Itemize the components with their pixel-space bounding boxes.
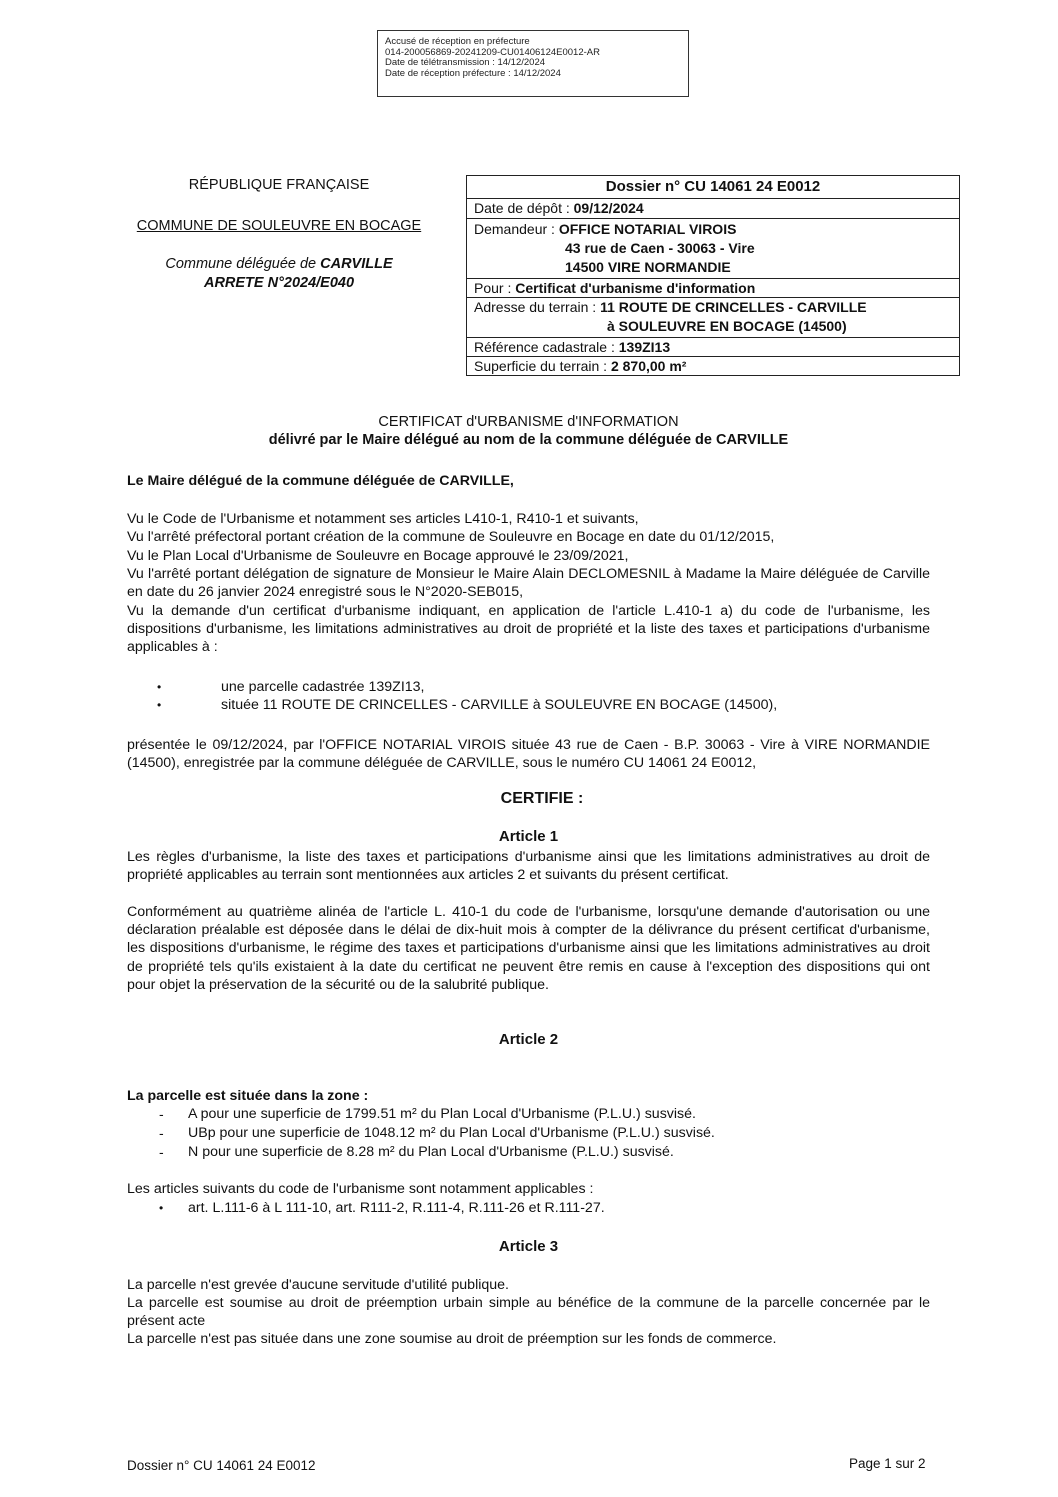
dossier-title: Dossier n° CU 14061 24 E0012 [605,178,821,195]
cadastre-row [467,337,959,356]
superficie-row [467,356,959,375]
article-1-paragraph-1: Les règles d'urbanisme, la liste des taxes et participations d'urbanisme ainsi que les limitations administratives au droit de propriété applicables au terrain sont mentionnées aux articles 2 et suivants du présent certificat. [127,849,930,884]
dash-marker: - [159,1144,164,1160]
article-3-line-1: La parcelle n'est grevée d'aucune servitude d'utilité publique. [127,1277,509,1293]
delegate-prefix: Commune déléguée de [165,256,321,272]
adresse-value-1: 11 ROUTE DE CRINCELLES - CARVILLE [600,299,867,315]
arrete-number: ARRETE N°2024/E040 [203,275,355,291]
parcel-bullet: située 11 ROUTE DE CRINCELLES - CARVILLE à SOULEUVRE EN BOCAGE (14500), [221,697,778,713]
footer-page-number: Page 1 sur 2 [849,1456,926,1471]
presented-paragraph: présentée le 09/12/2024, par l'OFFICE NOTARIAL VIROIS située 43 rue de Caen - B.P. 30063 - Vire à VIRE NORMANDIE (14500), enregistrée par la commune déléguée de CARVILLE, sous le numéro CU 14061 24 E0012, [127,737,930,772]
delegate-name: CARVILLE [320,256,393,272]
pour-row [467,278,959,297]
superficie-value: 2 870,00 m² [610,358,687,374]
superficie-label: Superficie du terrain : [474,358,611,374]
articles-bullet: art. L.111-6 à L 111-10, art. R111-2, R.111-4, R.111-26 et R.111-27. [188,1200,605,1216]
stamp-line: Date de télétransmission : 14/12/2024 [385,57,546,68]
prefecture-receipt-stamp [377,30,689,97]
demandeur-value: OFFICE NOTARIAL VIROIS [558,221,737,237]
certifie-heading: CERTIFIE : [500,790,584,807]
bullet-icon: • [157,698,162,712]
bullet-icon: • [157,680,162,694]
adresse-label: Adresse du terrain : [474,299,601,315]
stamp-line: 014-200056869-20241209-CU01406124E0012-AR [385,46,600,58]
demandeur-label: Demandeur : [474,221,559,237]
article-1-title: Article 1 [498,828,559,845]
delegate-commune [118,256,440,272]
zone-item: N pour une superficie de 8.28 m² du Plan Local d'Urbanisme (P.L.U.) susvisé. [188,1144,674,1160]
commune-heading: COMMUNE DE SOULEUVRE EN BOCAGE [136,218,422,234]
depot-row [467,198,959,218]
certificate-subtitle: délivré par le Maire délégué au nom de la commune déléguée de CARVILLE [268,432,789,448]
vu-paragraph: Vu le Code de l'Urbanisme et notamment ses articles L410-1, R410-1 et suivants, [127,511,639,527]
articles-intro: Les articles suivants du code de l'urbanisme sont notamment applicables : [127,1181,594,1197]
cadastre-label: Référence cadastrale : [474,339,619,355]
dossier-box [466,175,960,376]
stamp-line: Accusé de réception en préfecture [385,36,530,47]
certificate-title: CERTIFICAT d'URBANISME d'INFORMATION [378,414,679,430]
article-3-line-3: La parcelle n'est pas située dans une zone soumise au droit de préemption sur les fonds de commerce. [127,1331,777,1347]
vu-paragraph: Vu la demande d'un certificat d'urbanisme indiquant, en application de l'article L.410-1 a) du code de l'urbanisme, les dispositions d'urbanisme, les limitations administratives au droit de propriété et la liste des taxes et participations d'urbanisme applicables à : [127,603,930,656]
vu-paragraph: Vu l'arrêté portant délégation de signature de Monsieur le Maire Alain DECLOMESNIL à Madame la Maire déléguée de Carville en date du 26 janvier 2024 enregistré sous le N°2020-SEB015, [127,566,930,601]
demandeur-address-1: 43 rue de Caen - 30063 - Vire [565,240,755,256]
zone-item: A pour une superficie de 1799.51 m² du Plan Local d'Urbanisme (P.L.U.) susvisé. [188,1106,696,1122]
demandeur-row [467,218,959,278]
article-2-title: Article 2 [498,1031,559,1048]
footer-dossier: Dossier n° CU 14061 24 E0012 [127,1458,316,1473]
pour-value: Certificat d'urbanisme d'information [515,280,756,296]
cadastre-value: 139ZI13 [618,339,671,355]
mayor-intro: Le Maire délégué de la commune déléguée de CARVILLE, [127,473,514,489]
stamp-line: Date de réception préfecture : 14/12/2024 [385,67,561,79]
demandeur-address-2: 14500 VIRE NORMANDIE [565,259,731,275]
depot-label: Date de dépôt : [474,200,574,216]
depot-value: 09/12/2024 [573,200,644,216]
bullet-icon: • [159,1201,164,1215]
zone-intro: La parcelle est située dans la zone : [127,1088,369,1104]
article-3-title: Article 3 [498,1238,559,1255]
zone-item: UBp pour une superficie de 1048.12 m² du Plan Local d'Urbanisme (P.L.U.) susvisé. [188,1125,715,1141]
vu-paragraph: Vu le Plan Local d'Urbanisme de Souleuvre en Bocage approuvé le 23/09/2021, [127,548,629,564]
republic-heading: RÉPUBLIQUE FRANÇAISE [188,177,370,193]
article-1-paragraph-2: Conformément au quatrième alinéa de l'article L. 410-1 du code de l'urbanisme, lorsqu'une demande d'autorisation ou une déclaration préalable est déposée dans le délai de dix-huit mois à compter de la délivrance du présent certificat d'urbanisme, les dispositions d'urbanisme, le régime des taxes et participations d'urbanisme ainsi que les limitations administratives au droit de propriété tels qu'ils existaient à la date du certificat ne peuvent être remis en cause à l'exception des dispositions qui ont pour objet la préservation de la sécurité ou de la salubrité publique. [127,904,930,993]
adresse-value-2: à SOULEUVRE EN BOCAGE (14500) [607,318,847,334]
article-3-line-2: La parcelle est soumise au droit de préemption urbain simple au bénéfice de la commune de la parcelle concernée par le présent acte [127,1295,930,1330]
dash-marker: - [159,1125,164,1141]
dash-marker: - [159,1106,164,1122]
parcel-bullet: une parcelle cadastrée 139ZI13, [221,679,425,695]
vu-paragraph: Vu l'arrêté préfectoral portant création de la commune de Souleuvre en Bocage en date du 01/12/2015, [127,529,775,545]
pour-label: Pour : [474,280,516,296]
adresse-row [467,297,959,337]
